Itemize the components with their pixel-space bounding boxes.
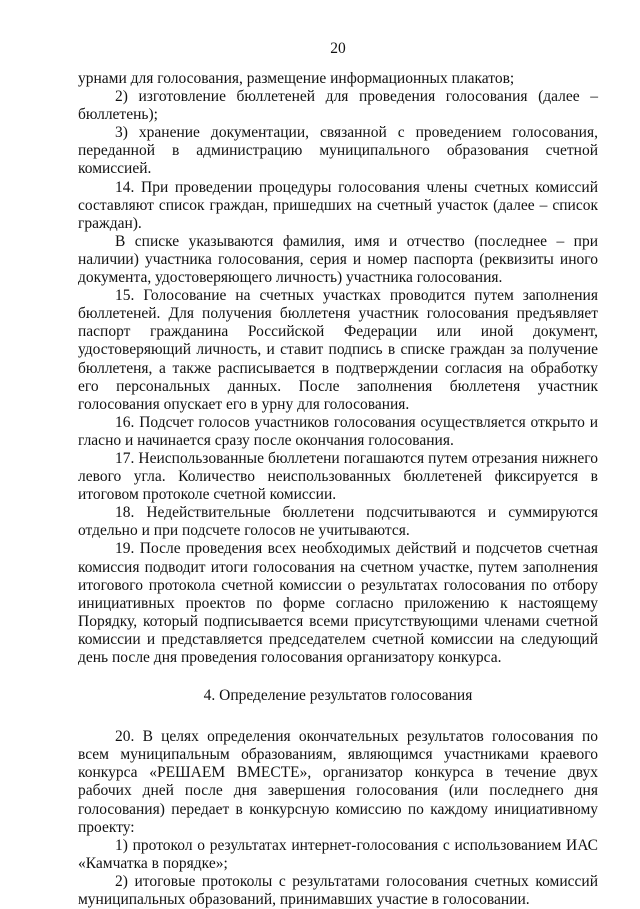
paragraphs-top — [78, 70, 598, 667]
paragraph: 20. В целях определения окончательных результатов голосования по всем муниципальным образованиям, являющимся участниками краевого конкурса «РЕШАЕМ ВМЕСТЕ», организатор конкурса в течение двух рабочих дней после дня завершения голосования (или последнего дня голосования) передает в конкурсную комиссию по каждому инициативному проекту: — [78, 728, 598, 836]
paragraph: 15. Голосование на счетных участках проводится путем заполнения бюллетеней. Для получения бюллетеня участник голосования предъявляет паспорт гражданина Российской Федерации или иной документ, удостоверяющий личность, и ставит подпись в списке граждан за получение бюллетеня, а также расписывается в подтверждении согласия на обработку его персональных данных. После заполнения бюллетеня участник голосования опускает его в урну для голосования. — [78, 287, 598, 413]
document-body — [78, 70, 598, 909]
paragraph: 3) хранение документации, связанной с проведением голосования, переданной в администрацию муниципального образования счетной комиссией. — [78, 124, 598, 178]
paragraph: 14. При проведении процедуры голосования члены счетных комиссий составляют список граждан, пришедших на счетный участок (далее – список граждан). — [78, 178, 598, 232]
paragraph: 17. Неиспользованные бюллетени погашаются путем отрезания нижнего левого угла. Количество неиспользованных бюллетеней фиксируется в итоговом протоколе счетной комиссии. — [78, 449, 598, 504]
paragraph: В списке указываются фамилия, имя и отчество (последнее – при наличии) участника голосования, серия и номер паспорта (реквизиты иного документа, удостоверяющего личность) участника голосования. — [78, 232, 598, 287]
page-number: 20 — [330, 40, 346, 57]
paragraph: 1) протокол о результатах интернет-голосования с использованием ИАС «Камчатка в порядке»; — [78, 836, 598, 872]
paragraph: 2) итоговые протоколы с результатами голосования счетных комиссий муниципальных образований, принимавших участие в голосовании. — [78, 872, 598, 909]
paragraph: 16. Подсчет голосов участников голосования осуществляется открыто и гласно и начинается сразу после окончания голосования. — [78, 413, 598, 449]
section-heading: 4. Определение результатов голосования — [203, 687, 473, 705]
paragraph: 19. После проведения всех необходимых действий и подсчетов счетная комиссия подводит итоги голосования на счетном участке, путем заполнения итогового протокола счетной комиссии о результатах голосования по отбору инициативных проектов по форме согласно приложению к настоящему Порядку, который подписывается всеми присутствующими членами счетной комиссии и представляется председателем счетной комиссии на следующий день после дня проведения голосования организатору конкурса. — [78, 540, 598, 666]
document-page — [78, 0, 598, 909]
paragraph: 2) изготовление бюллетеней для проведения голосования (далее – бюллетень); — [78, 88, 598, 124]
paragraphs-bottom — [78, 728, 598, 909]
paragraph: урнами для голосования, размещение информационных плакатов; — [78, 70, 515, 87]
paragraph: 18. Недействительные бюллетени подсчитываются и суммируются отдельно и при подсчете голосов не учитываются. — [78, 504, 598, 540]
